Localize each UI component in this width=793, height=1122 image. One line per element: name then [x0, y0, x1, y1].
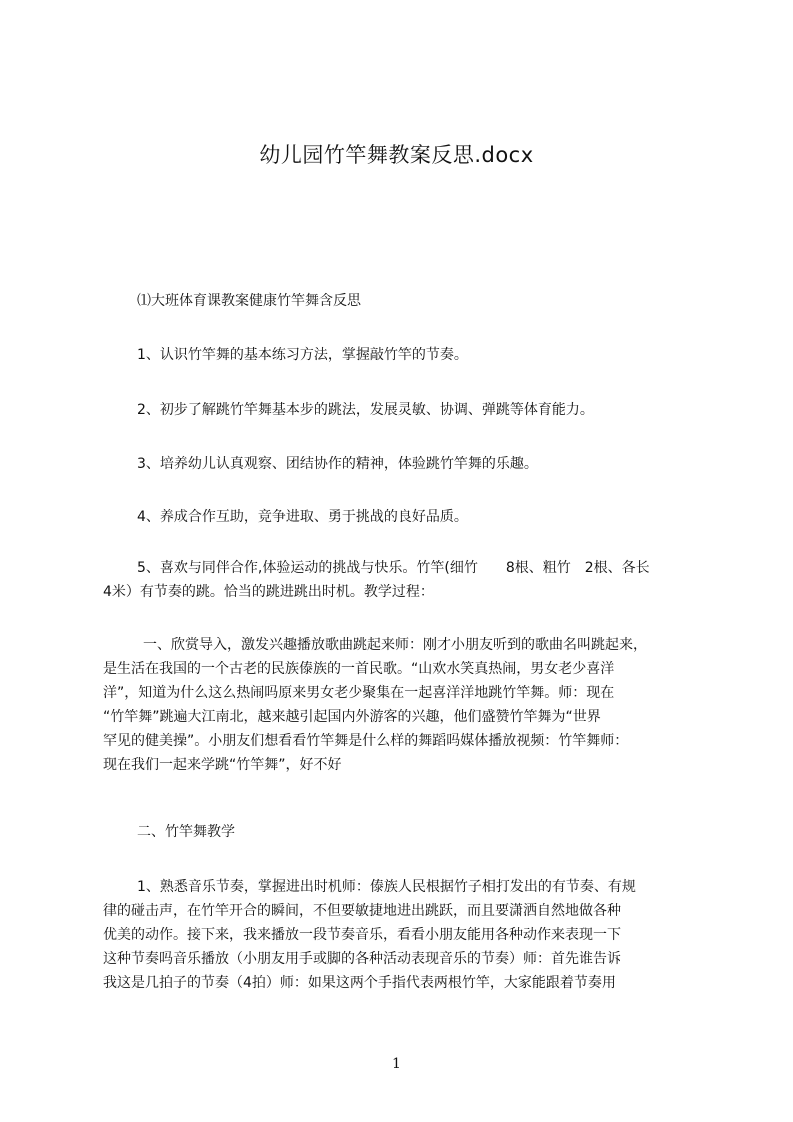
- text-line: 洋”，知道为什么这么热闹吗原来男女老少聚集在一起喜洋洋地跳竹竿舞。师：现在: [103, 685, 615, 701]
- goal-paragraph-3: 3、培养幼儿认真观察、团结协作的精神，体验跳竹竿舞的乐趣。: [137, 456, 538, 472]
- text-line: 律的碰击声，在竹竿开合的瞬间，不但要敏捷地进出跳跃，而且要潇洒自然地做各种: [103, 903, 621, 919]
- goal-paragraph-4: 4、养成合作互助，竞争进取、勇于挑战的良好品质。: [137, 509, 468, 525]
- heading-bamboo-dance-lesson: ⑴大班体育课教案健康竹竿舞含反思: [137, 293, 361, 309]
- text-line: 现在我们一起来学跳“竹竿舞”，好不好: [103, 757, 342, 773]
- section-appreciation-intro: [103, 633, 703, 777]
- goal-paragraph-5: [103, 556, 703, 604]
- text-line: “竹竿舞”跳遍大江南北，越来越引起国内外游客的兴趣，他们盛赞竹竿舞为“世界: [103, 709, 601, 725]
- text-line: 我这是几拍子的节奏（4拍）师：如果这两个手指代表两根竹竿，大家能跟着节奏用: [103, 975, 616, 991]
- text-line: 是生活在我国的一个古老的民族傣族的一首民歌。“山欢水笑真热闹，男女老少喜洋: [103, 661, 615, 677]
- text-line: 罕见的健美操”。小朋友们想看看竹竿舞是什么样的舞蹈吗媒体播放视频：竹竿舞师：: [103, 733, 629, 749]
- section-rhythm-practice: [103, 875, 703, 995]
- text-line: 1、熟悉音乐节奏，掌握进出时机师：傣族人民根据竹子相打发出的有节奏、有规: [137, 879, 636, 895]
- text-line: 优美的动作。接下来，我来播放一段节奏音乐，看看小朋友能用各种动作来表现一下: [103, 927, 621, 943]
- text-line: 这种节奏吗音乐播放（小朋友用手或脚的各种活动表现音乐的节奏）师：首先谁告诉: [103, 951, 621, 967]
- text-line: 5、喜欢与同伴合作,体验运动的挑战与快乐。竹竿(细竹 8根、粗竹 2根、各长: [137, 560, 650, 576]
- goal-paragraph-1: 1、认识竹竿舞的基本练习方法，掌握敲竹竿的节奏。: [137, 347, 468, 363]
- document-title: 幼儿园竹竿舞教案反思.docx: [259, 143, 534, 167]
- goal-paragraph-2: 2、初步了解跳竹竿舞基本步的跳法，发展灵敏、协调、弹跳等体育能力。: [137, 402, 594, 418]
- text-line: 4米）有节奏的跳。恰当的跳进跳出时机。教学过程：: [103, 584, 434, 600]
- text-line: 一、欣赏导入，激发兴趣播放歌曲跳起来师：刚才小朋友听到的歌曲名叫跳起来，: [143, 637, 647, 653]
- section-heading-bamboo-dance-teaching: 二、竹竿舞教学: [137, 824, 235, 840]
- page-number: 1: [392, 1056, 401, 1072]
